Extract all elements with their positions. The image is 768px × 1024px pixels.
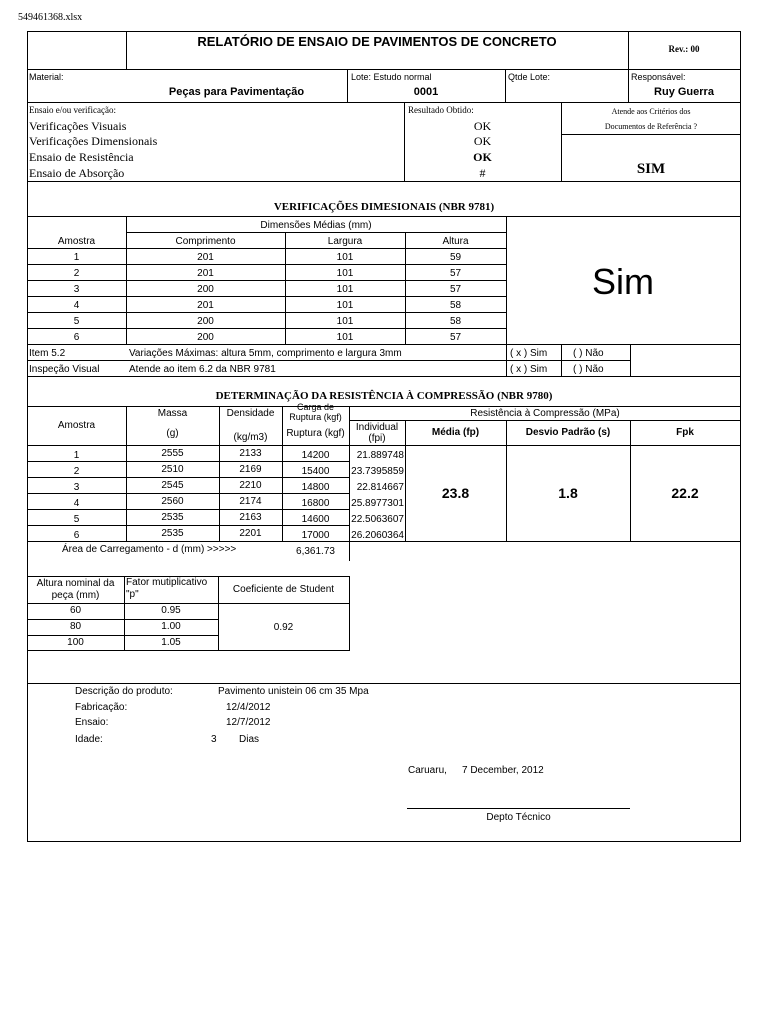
- cell-amostra: 1: [73, 252, 80, 263]
- item52-label: Item 5.2: [29, 348, 66, 359]
- header-fator-2: "p": [126, 589, 139, 600]
- cell-massa: 2535: [161, 512, 184, 523]
- cell-massa: 2545: [161, 480, 184, 491]
- cell-carga: 14200: [301, 450, 330, 461]
- cell-altura: 57: [449, 284, 462, 295]
- header-individual: Individual: [355, 422, 399, 433]
- ensaio-name: Ensaio de Absorção: [29, 166, 125, 180]
- cell-densidade: 2201: [239, 528, 262, 539]
- ensaio-result: OK: [473, 150, 492, 164]
- criterio-value: SIM: [636, 161, 666, 177]
- resultado-label: Resultado Obtido:: [408, 105, 474, 115]
- cell-comprimento: 201: [197, 300, 214, 311]
- signature-line: [407, 808, 630, 809]
- header-altura: Altura: [442, 236, 469, 247]
- cell-amostra: 2: [73, 268, 80, 279]
- header-densidade-unit: (kg/m3): [233, 432, 268, 443]
- lote-label: Lote: Estudo normal: [351, 72, 432, 82]
- fpk-value: 22.2: [671, 485, 699, 501]
- cell-largura: 101: [336, 268, 354, 279]
- idade-unit: Dias: [239, 734, 260, 745]
- header-densidade: Densidade: [226, 408, 275, 419]
- inspecao-label: Inspeção Visual: [29, 364, 100, 375]
- cell-amostra: 4: [73, 498, 80, 509]
- cell-fator: 1.00: [161, 621, 181, 632]
- cell-amostra: 6: [73, 332, 80, 343]
- cell-altura: 57: [449, 268, 462, 279]
- cell-densidade: 2210: [239, 480, 262, 491]
- cell-comprimento: 200: [197, 332, 214, 343]
- header-coef-student: Coeficiente de Student: [232, 584, 335, 595]
- cell-massa: 2555: [161, 448, 184, 459]
- header-amostra: Amostra: [57, 236, 96, 247]
- header-resistencia: Resistência à Compressão (MPa): [470, 408, 620, 419]
- descricao-value: Pavimento unistein 06 cm 35 Mpa: [218, 686, 369, 697]
- cell-fator: 0.95: [161, 605, 181, 616]
- dimensional-result: Sim: [592, 261, 654, 302]
- cell-carga: 14600: [301, 514, 330, 525]
- cell-comprimento: 200: [197, 284, 214, 295]
- area-value: 6,361.73: [296, 546, 335, 557]
- inspecao-sim-checkbox: ( x ) Sim: [510, 364, 548, 375]
- header-carga-3: Ruptura (kgf): [286, 428, 345, 439]
- cell-amostra: 3: [73, 284, 80, 295]
- header-amostra: Amostra: [57, 420, 96, 431]
- header-fpk: Fpk: [676, 427, 694, 438]
- header-comprimento: Comprimento: [175, 236, 236, 247]
- cell-comprimento: 201: [197, 252, 214, 263]
- media-value: 23.8: [441, 485, 470, 501]
- coef-student-value: 0.92: [273, 622, 294, 633]
- responsavel-value: Ruy Guerra: [654, 86, 714, 98]
- item52-sim-checkbox: ( x ) Sim: [510, 348, 548, 359]
- cell-largura: 101: [336, 316, 354, 327]
- header-carga-2: Ruptura (kgf): [289, 412, 342, 422]
- ensaio-result: #: [479, 166, 486, 180]
- cell-massa: 2510: [161, 464, 184, 475]
- responsavel-label: Responsável:: [631, 72, 686, 82]
- idade-value: 3: [211, 734, 217, 745]
- cell-altura: 58: [449, 316, 462, 327]
- criterio-line-1: Atende aos Critérios dos: [611, 107, 691, 116]
- fabricacao-label: Fabricação:: [75, 702, 128, 713]
- ensaio-result: OK: [473, 134, 492, 148]
- cell-massa: 2535: [161, 528, 184, 539]
- report-title: RELATÓRIO DE ENSAIO DE PAVIMENTOS DE CONCRETO: [197, 34, 557, 49]
- descricao-label: Descrição do produto:: [75, 686, 173, 697]
- dimensional-title: VERIFICAÇÕES DIMESIONAIS (NBR 9781): [273, 201, 495, 213]
- cell-amostra: 4: [73, 300, 80, 311]
- cell-individual: 26.2060364: [351, 530, 404, 541]
- cell-densidade: 2163: [239, 512, 262, 523]
- cell-altura-nominal: 80: [69, 621, 82, 632]
- cell-largura: 101: [336, 300, 354, 311]
- cell-largura: 101: [336, 332, 354, 343]
- cell-fator: 1.05: [161, 637, 181, 648]
- qtde-label: Qtde Lote:: [508, 72, 551, 82]
- ensaio-name: Verificações Visuais: [29, 119, 127, 133]
- ensaio-date-value: 12/7/2012: [226, 717, 271, 728]
- material-value: Peças para Pavimentação: [168, 86, 305, 98]
- cell-individual: 25.8977301: [351, 498, 404, 509]
- cell-amostra: 5: [73, 514, 80, 525]
- area-label: Área de Carregamento - d (mm) >>>>>: [62, 544, 237, 555]
- ensaio-result: OK: [473, 119, 492, 133]
- cell-densidade: 2169: [239, 464, 262, 475]
- header-largura: Largura: [327, 236, 363, 247]
- cell-altura-nominal: 100: [67, 637, 84, 648]
- produto-separator: [27, 683, 741, 684]
- ensaio-name: Verificações Dimensionais: [29, 134, 158, 148]
- cell-massa: 2560: [161, 496, 184, 507]
- cell-carga: 15400: [301, 466, 330, 477]
- item52-text: Variações Máximas: altura 5mm, comprimento e largura 3mm: [129, 348, 402, 359]
- cell-comprimento: 200: [197, 316, 214, 327]
- cell-comprimento: 201: [197, 268, 214, 279]
- cell-carga: 14800: [301, 482, 330, 493]
- ensaio-name: Ensaio de Resistência: [29, 150, 134, 164]
- cell-individual: 21.889748: [356, 450, 404, 461]
- cell-altura: 59: [449, 252, 462, 263]
- cell-largura: 101: [336, 284, 354, 295]
- header-massa-unit: (g): [166, 428, 179, 439]
- fabricacao-value: 12/4/2012: [226, 702, 271, 713]
- desvio-value: 1.8: [558, 485, 578, 501]
- cell-individual: 22.814667: [356, 482, 404, 493]
- idade-label: Idade:: [75, 734, 103, 745]
- inspecao-text: Atende ao item 6.2 da NBR 9781: [129, 364, 276, 375]
- ensaio-column-label: Ensaio e/ou verificação:: [29, 105, 116, 115]
- header-altura-nominal-1: Altura nominal da: [36, 578, 115, 589]
- header-altura-nominal-2: peça (mm): [51, 590, 100, 601]
- item52-nao-checkbox: ( ) Não: [573, 348, 604, 359]
- inspecao-nao-checkbox: ( ) Não: [573, 364, 604, 375]
- header-media: Média (fp): [431, 427, 480, 438]
- lote-value: 0001: [413, 86, 439, 98]
- criterio-line-2: Documentos de Referência ?: [604, 122, 698, 131]
- material-label: Material:: [29, 72, 64, 82]
- cell-amostra: 5: [73, 316, 80, 327]
- file-name: 549461368.xlsx: [18, 12, 83, 23]
- compressao-title: DETERMINAÇÃO DA RESISTÊNCIA À COMPRESSÃO (NBR 9780): [215, 390, 553, 402]
- dimensional-group-header: Dimensões Médias (mm): [260, 220, 372, 231]
- cell-carga: 16800: [301, 498, 330, 509]
- cell-densidade: 2174: [239, 496, 262, 507]
- cell-individual: 23.7395859: [351, 466, 404, 477]
- ensaio-date-label: Ensaio:: [75, 717, 109, 728]
- cell-individual: 22.5063607: [351, 514, 404, 525]
- cell-altura: 57: [449, 332, 462, 343]
- cidade: Caruaru,: [408, 765, 447, 776]
- cell-amostra: 3: [73, 482, 80, 493]
- header-fator-1: Fator mutiplicativo: [126, 577, 208, 588]
- cell-carga: 17000: [301, 530, 330, 541]
- report-date: 7 December, 2012: [462, 765, 544, 776]
- header-desvio: Desvio Padrão (s): [525, 427, 611, 438]
- cell-amostra: 1: [73, 450, 80, 461]
- cell-altura-nominal: 60: [69, 605, 82, 616]
- cell-altura: 58: [449, 300, 462, 311]
- signature-label: Depto Técnico: [486, 812, 551, 823]
- header-massa: Massa: [157, 408, 188, 419]
- cell-densidade: 2133: [239, 448, 262, 459]
- cell-amostra: 6: [73, 530, 80, 541]
- cell-largura: 101: [336, 252, 354, 263]
- header-fpi: (fpi): [368, 433, 386, 444]
- cell-amostra: 2: [73, 466, 80, 477]
- revision-label: Rev.: 00: [668, 44, 700, 54]
- header-carga-1: Carga de: [296, 402, 335, 412]
